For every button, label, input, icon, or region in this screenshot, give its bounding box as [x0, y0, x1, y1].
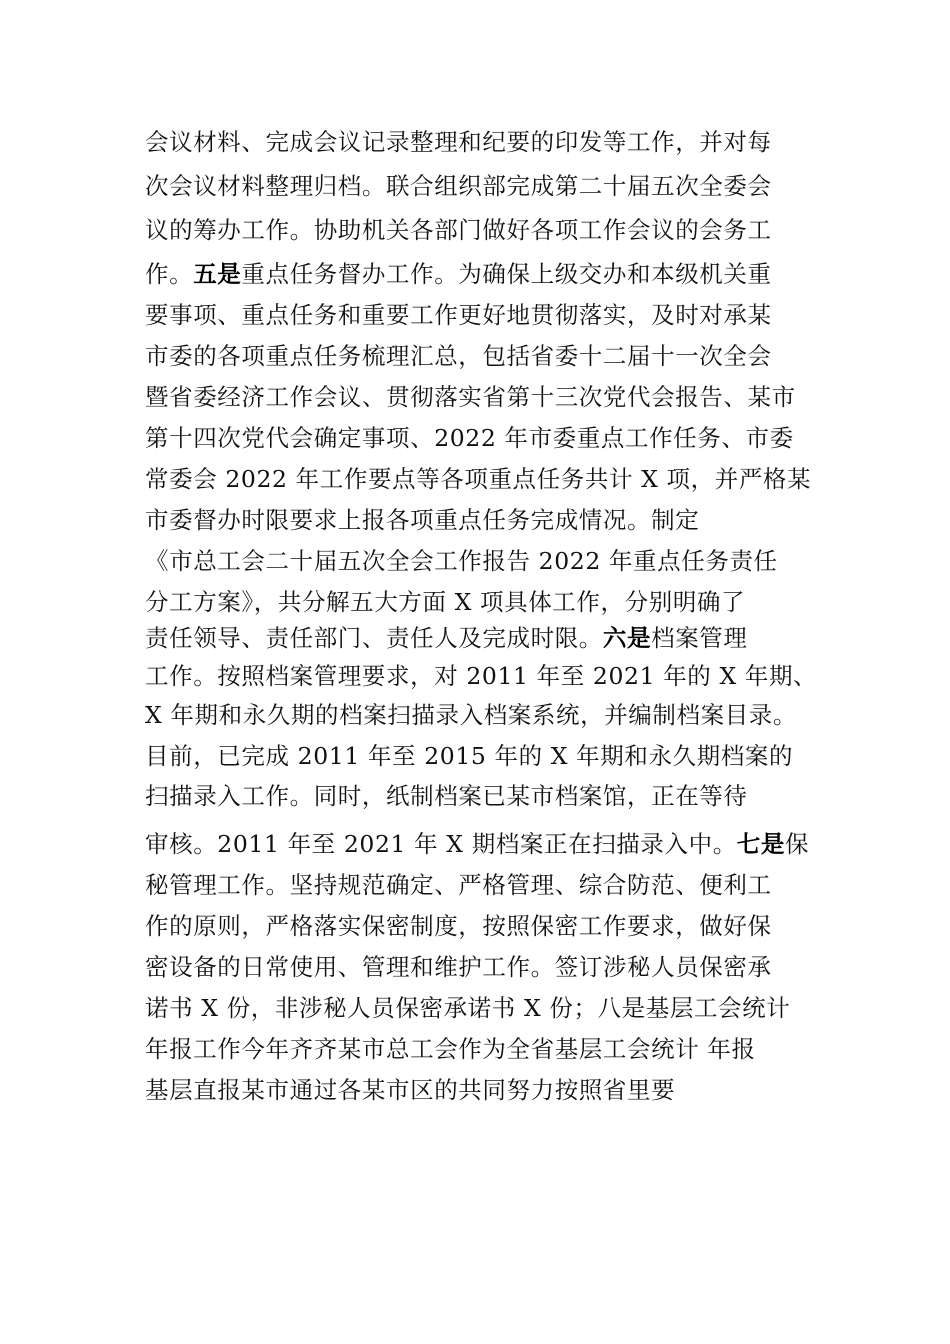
text-line-17: 扫描录入工作。同时，纸制档案已某市档案馆，正在等待: [145, 782, 748, 810]
text-line-15: X 年期和永久期的档案扫描录入档案系统，并编制档案目录。: [145, 701, 797, 729]
text-line-16: 目前，已完成 2011 年至 2015 年的 X 年期和永久期档案的: [145, 742, 794, 770]
text-line-3: 议的筹办工作。协助机关各部门做好各项工作会议的会务工: [145, 216, 772, 244]
text-run: 责任领导、责任部门、责任人及完成时限。: [145, 624, 603, 652]
text-line-13: [145, 618, 748, 658]
item-six-label: 六是: [602, 624, 652, 652]
text-line-12: 分工方案》，共分解五大方面 X 项具体工作，分别明确了: [145, 588, 746, 616]
text-line-22: 诺书 X 份，非涉秘人员保密承诺书 X 份；八是基层工会统计: [145, 994, 791, 1022]
text-line-1: 会议材料、完成会议记录整理和纪要的印发等工作，并对每: [145, 128, 772, 156]
text-line-4: [145, 254, 772, 294]
text-line-18: [145, 824, 809, 864]
text-line-20: 作的原则，严格落实保密制度，按照保密工作要求，做好保: [145, 912, 772, 940]
text-run: 保: [785, 830, 810, 858]
text-line-6: 市委的各项重点任务梳理汇总，包括省委十二届十一次全会: [145, 342, 772, 370]
text-run: 重点任务督办工作。为确保上级交办和本级机关重: [241, 260, 772, 288]
text-line-9: 常委会 2022 年工作要点等各项重点任务共计 X 项，并严格某: [145, 465, 812, 493]
text-line-19: 秘管理工作。坚持规范确定、严格管理、综合防范、便利工: [145, 871, 772, 899]
item-five-label: 五是: [193, 260, 242, 288]
text-line-24: 基层直报某市通过各某市区的共同努力按照省里要: [145, 1076, 676, 1104]
text-line-11: 《市总工会二十届五次全会工作报告 2022 年重点任务责任: [145, 547, 778, 575]
text-run: 作。: [145, 260, 194, 288]
text-line-7: 暨省委经济工作会议、贯彻落实省第十三次党代会报告、某市: [145, 383, 796, 411]
text-line-10: 市委督办时限要求上报各项重点任务完成情况。制定: [145, 506, 700, 534]
text-line-23: 年报工作今年齐齐某市总工会作为全省基层工会统计 年报: [145, 1035, 756, 1063]
text-line-21: 密设备的日常使用、管理和维护工作。签订涉秘人员保密承: [145, 953, 772, 981]
text-line-14: 工作。按照档案管理要求，对 2011 年至 2021 年的 X 年期、: [145, 662, 818, 690]
item-seven-label: 七是: [736, 830, 785, 858]
text-line-5: 要事项、重点任务和重要工作更好地贯彻落实，及时对承某: [145, 301, 772, 329]
text-line-8: 第十四次党代会确定事项、2022 年市委重点工作任务、市委: [145, 424, 794, 452]
text-run: 审核。2011 年至 2021 年 X 期档案正在扫描录入中。: [145, 830, 737, 858]
text-line-2: 次会议材料整理归档。联合组织部完成第二十届五次全委会: [145, 172, 772, 200]
text-run: 档案管理: [651, 624, 748, 652]
